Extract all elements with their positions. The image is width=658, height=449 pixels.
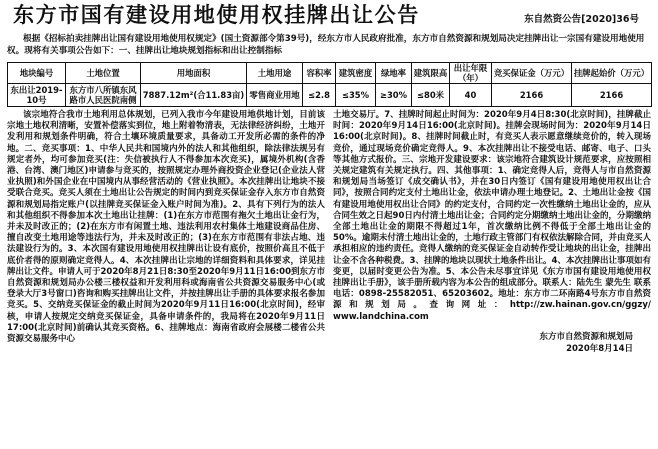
cell-building-density: ≤35% [336,84,376,107]
cell-starting-price: 2166 [572,84,652,107]
cell-land-use: 零售商业用地 [247,84,303,107]
signature-block [333,331,651,355]
table-header-row [8,63,652,84]
body-columns [7,110,651,355]
header-parcel-id: 地块编号 [8,63,66,84]
header-starting-price: 挂牌起始价（万元） [572,63,652,84]
cell-area: 7887.12m²(合11.83亩) [141,84,247,107]
intro-section [7,33,651,57]
header-green-ratio: 绿地率 [376,63,412,84]
signature-org: 东方市自然资源和规划局 [539,331,633,342]
land-parcel-table [7,62,652,107]
announcement-title: 东方市国有建设用地使用权挂牌出让公告 [13,3,420,27]
header-land-use: 土地用途 [247,63,303,84]
header-area: 用地面积 [141,63,247,84]
cell-height-limit: ≤80米 [412,84,450,107]
document-number: 东自然资公告[2020]36号 [524,14,639,25]
header-building-density: 建筑密度 [336,63,376,84]
cell-deposit: 2166 [492,84,572,107]
cell-parcel-id: 东出让2019-10号 [8,84,66,107]
table-row [8,84,652,107]
cell-green-ratio: ≥30% [376,84,412,107]
cell-plot-ratio: ≤2.8 [303,84,336,107]
header-deposit: 竞买保证金（万元） [492,63,572,84]
body-left-column [7,110,325,355]
body-right-text: 土地交易厅。7、挂牌时间起止时间为：2020年9月4日8:30(北京时间)，挂牌截止时间：2020年9月14日16:00(北京时间)。挂牌会现场时间为：2020年9月14日16:00(北京时间)。8、挂牌时间截止时，有竞买人表示愿意继续竞价的，转入现场竞价，通过现场竞价确定竞得人。9、本次挂牌出让不接受电话、邮寄、电子、口头等其他方式报价。三、宗地开发建设要求：该宗地符合建筑设计规范要求，应按照相关规定建筑有关规定执行。四、其他事项：1、确定竞得人后，竞得人与市自然资源和规划局当场签订《成交确认书》，并在30日内签订《国有建设用地使用权出让合同》，按照合同约定支付土地出让金，依法申请办理土地登记。2、土地出让金按《国有建设用地使用权出让合同》的约定支付，合同约定一次性缴纳土地出让金的，应从合同生效之日起90日内付清土地出让金；合同约定分期缴纳土地出让金的，分期缴纳全部土地出让金的期限不得超过1年，首次缴纳比例不得低于全部土地出让金的50%。逾期未付清土地出让金的，土地行政主管部门有权依法解除合同，并由竞买人承担相应的违约责任。竞得人缴纳的竞买保证金自动转作受让地块的出让金，挂牌出让金不含各种税费。3、挂牌的地块以现状土地条件出让。4、本次挂牌出让事项如有变更，以届时变更公告为准。5、本公告未尽事宜详见《东方市国有建设用地使用权挂牌出让手册》，该手册所载内容为本公告的组成部分。联系人：陆先生 蒙先生 联系电话：0898-25582051、65203602。地址：东方市二环南路4号东方市自然资源和规划局。查询网址：http://zw.hainan.gov.cn/ggzy/ www.landchina.com [333,110,651,322]
intro-paragraph: 根据《招标拍卖挂牌出让国有建设用地使用权规定》(国土资源部令第39号)，经东方市人民政府批准，东方市自然资源和规划局决定挂牌出让一宗国有建设用地使用权。现将有关事项公告如下：一、挂牌出让地块规划指标和出让控制指标 [7,34,645,56]
signature-date: 2020年8月14日 [566,343,633,354]
cell-location: 东方市八所镇东风路市人民医院南侧 [66,84,141,107]
header-location: 土地位置 [66,63,141,84]
header-term: 出让年限（年） [450,63,492,84]
header [7,0,651,33]
cell-term: 40 [450,84,492,107]
header-plot-ratio: 容积率 [303,63,336,84]
body-right-column [333,110,651,355]
header-height-limit: 建筑限高 [412,63,450,84]
body-left-text: 该宗地符合我市土地利用总体规划，已列入我市今年建设用地供地计划，目前该宗地土地权利清晰，安置补偿落实到位，地上附着物清表，无法律经济纠纷，土地开发利用和规划条件明确，符合土壤环境质量要求，具备动工开发所必需的条件的净地。二、竞买事项：1、中华人民共和国境内外的法人和其他组织，除法律法规另有规定者外，均可参加竞买(注：失信被执行人不得参加本次竞买)，属境外机构(含香港、台湾、澳门地区)申请参与竞买的，按照规定办理外商投资企业登记(企业法人营业执照)和外国企业在中国境内从事经营活动的《营业执照》。本次挂牌出让地块不接受联合竞买。竞买人须在土地出让公告规定的时间内到竞买保证金存入东方市自然资源和规划局指定账户(以挂牌竞买保证金入账户时间为准)。2、具有下列行为的法人和其他组织不得参加本次土地出让挂牌：(1)在东方市范围有拖欠土地出让金行为，并未及时改正的；(2)在东方市有闲置土地、违法利用农村集体土地建设商品住房、擅自改变土地用途等违法行为，并未及时改正的；(3)在东方市范围有非法占地、违法建设行为的。3、本次国有建设用地使用权挂牌出让设有底价，按照价高且不低于底价者得的原则确定竞得人。4、本次挂牌出让宗地的详细资料和具体要求，详见挂牌出让文件。申请人可于2020年8月21日8:30至2020年9月11日16:00到东方市自然资源和规划局办公楼三楼权益和开发利用科或海南省公共资源交易服务中心(或登录大厅3号窗口)咨询和购买挂牌出让文件，并按挂牌出让手册的具体要求报名参加竞买。5、交纳竞买保证金的截止时间为2020年9月11日16:00(北京时间)，经审核，申请人按规定交纳竞买保证金，具备申请条件的，我局将在2020年9月11日17:00(北京时间)前确认其竞买资格。6、挂牌地点：海南省政府会展楼二楼省公共资源交易服务中心 [7,110,326,345]
